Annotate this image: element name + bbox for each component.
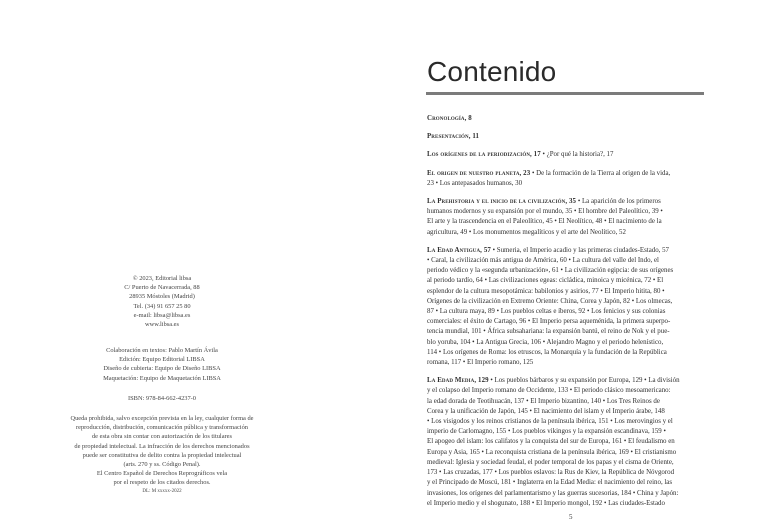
- toc-entry-heading: Cronología, 8: [427, 115, 472, 122]
- toc-entry-text: y el colapso del Imperio romano de Occidente, 133 • El periodo clásico mesoamericano:: [427, 387, 671, 395]
- page-number: 5: [569, 513, 573, 521]
- imprint-line: © 2023, Editorial libsa: [132, 275, 192, 282]
- legal-line: de propiedad intelectual. La infracción de los derechos mencionados: [74, 442, 250, 450]
- imprint-line: e-mail: libsa@libsa.es: [133, 311, 191, 319]
- toc-entry-text: • Los visigodos y los reinos cristianos de la península ibérica, 151 • Los merovingios y el: [427, 418, 673, 426]
- imprint-block: [12, 274, 312, 329]
- toc-entry-text: 173 • Las cruzadas, 177 • Los pueblos eslavos: la Rus de Kiev, la República de Nóvgorod: [427, 469, 675, 477]
- toc-entry-text: imperio de Carlomagno, 155 • Los pueblos vikingos y la expansión escandinava, 159 •: [427, 428, 666, 436]
- toc-entry-text: blo yoruba, 104 • La Antigua Grecia, 106 • Alejandro Magno y el periodo helenístico,: [427, 338, 664, 346]
- legal-line: (arts. 270 y ss. Código Penal).: [123, 461, 201, 469]
- toc-entry-heading: Presentación, 11: [427, 133, 480, 141]
- toc-entry-text: la edad dorada de Teotihuacán, 137 • El Imperio bizantino, 140 • Los Tres Reinos de: [427, 397, 660, 405]
- toc-entry-text: Orígenes de la civilización en Extremo Oriente: China, Corea y Japón, 82 • Los olmecas,: [427, 297, 673, 305]
- toc-entry-text: invasiones, los orígenes del parlamentarismo y las guerras sucesorias, 184 • China y Japón:: [427, 489, 679, 497]
- toc-entry-text: medieval: Iglesia y sociedad feudal, el poder temporal de los papas y el cisma de Oriente,: [427, 458, 674, 466]
- table-of-contents: [427, 114, 707, 509]
- toc-entry-line: [427, 246, 707, 256]
- imprint-line: C/ Puerto de Navacerrada, 88: [124, 284, 200, 292]
- page-title: Contenido: [427, 56, 557, 87]
- legal-notice: [12, 414, 312, 495]
- toc-entry-text: Europa y Asia, 165 • La reconquista cristiana de la península ibérica, 169 • El cristianismo: [427, 448, 677, 456]
- toc-entry-text: al periodo tardío, 64 • Las civilizaciones egeas: cicládica, minoica y micénica, 72 • El: [427, 277, 664, 285]
- toc-entry-text: 87 • La cultura maya, 89 • Los pueblos celtas e íberos, 92 • Los fenicios y sus colonias: [427, 308, 666, 316]
- toc-entry-text: • De la formación de la Tierra al origen de la vida,: [530, 169, 671, 177]
- toc-entry-heading: El origen de nuestro planeta, 23: [427, 169, 531, 177]
- toc-entry: [427, 376, 707, 509]
- toc-entry: [427, 246, 707, 368]
- toc-entry-heading: Los orígenes de la periodización, 17: [427, 151, 541, 159]
- toc-entry-line: [427, 169, 707, 179]
- imprint-line: 28935 Móstoles (Madrid): [129, 293, 195, 301]
- toc-entry-text: y el Principado de Moscú, 181 • Inglaterra en la Edad Media: el nacimiento del reino, las: [427, 479, 673, 487]
- legal-line: por el respeto de los citados derechos.: [113, 479, 211, 487]
- toc-entry: [427, 169, 707, 189]
- legal-deposit: DL: M xxxxx-2022: [142, 488, 182, 494]
- toc-entry-text: 23 • Los antepasados humanos, 30: [427, 179, 523, 187]
- legal-line: de esta obra sin contar con autorización de los titulares: [91, 433, 232, 441]
- toc-entry-text: esplendor de la cultura mesopotámica: babilonios y asirios, 77 • El Imperio hitita, 80 •: [427, 287, 665, 295]
- toc-entry-text: tencia mundial, 101 • África subsahariana: la expansión bantú, el reino de Nok y el pue-: [427, 328, 670, 336]
- credit-line: Maquetación: Equipo de Maquetación LIBSA: [103, 374, 221, 382]
- contents-page: [382, 0, 764, 531]
- toc-entry-text: 114 • Los orígenes de Roma: los etruscos, la Monarquía y la fundación de la República: [427, 348, 667, 356]
- toc-entry: [427, 197, 707, 238]
- credit-line: Colaboración en textos: Pablo Martín Ávila: [106, 347, 218, 354]
- toc-entry-text: periodo védico y la «segunda urbanización», 61 • La civilización egipcia: de sus orígenes: [427, 267, 674, 275]
- toc-entry-text: Corea y la unificación de Japón, 145 • El nacimiento del islam y el Imperio árabe, 148: [427, 407, 665, 415]
- toc-entry-text: humanos modernos y su expansión por el mundo, 35 • El hombre del Paleolítico, 39 •: [427, 208, 663, 216]
- toc-entry-text: • Caral, la civilización más antigua de América, 60 • La cultura del valle del Indo, el: [427, 257, 659, 265]
- toc-entry-text: • Los pueblos bárbaros y su expansión por Europa, 129 • La división: [488, 377, 680, 385]
- legal-line: Queda prohibida, salvo excepción prevista en la ley, cualquier forma de: [70, 415, 254, 422]
- toc-entry-text: • Sumeria, el Imperio acadio y las primeras ciudades-Estado, 57: [490, 246, 669, 254]
- toc-entry-heading: La Edad Media, 129: [427, 377, 489, 385]
- toc-entry-text: El arte y la trascendencia en el Paleolítico, 45 • El Neolítico, 48 • El nacimiento de la: [427, 218, 662, 226]
- credit-line: Diseño de cubierta: Equipo de Diseño LIBSA: [103, 365, 221, 373]
- credit-line: Edición: Equipo Editorial LIBSA: [119, 356, 205, 364]
- toc-entry-text: el Imperio medio y el shogunato, 188 • El Imperio mongol, 192 • Las ciudades-Estado: [427, 499, 665, 507]
- credits-block: [12, 346, 312, 383]
- toc-entry-text: romana, 117 • El Imperio romano, 125: [427, 359, 534, 367]
- toc-entry-line: [427, 376, 707, 386]
- imprint-line: Tel. (34) 91 657 25 80: [133, 302, 191, 310]
- legal-line: reproducción, distribución, comunicación pública y transformación: [76, 424, 248, 432]
- toc-entry: [427, 132, 707, 142]
- toc-entry: [427, 150, 707, 160]
- toc-entry-text: • La aparición de los primeros: [576, 198, 661, 206]
- toc-entry-text: agricultura, 49 • Los monumentos megalíticos y el arte del Neolítico, 52: [427, 228, 626, 236]
- isbn-block: [12, 394, 312, 403]
- toc-entry-line: [427, 197, 707, 207]
- toc-entry-heading: La Prehistoria y el inicio de la civilización, 35: [427, 198, 577, 206]
- toc-entry-text: • ¿Por qué la historia?, 17: [540, 151, 614, 159]
- toc-entry-line: [427, 150, 707, 160]
- title-rule: [426, 92, 704, 95]
- legal-line: puede ser constitutiva de delito contra la propiedad intelectual: [82, 451, 242, 459]
- toc-entry-text: El apogeo del islam: los califatos y la conquista del sur de Europa, 161 • El feudalismo en: [427, 438, 675, 446]
- isbn: ISBN: 978-84-662-4237-0: [128, 395, 196, 402]
- legal-line: El Centro Español de Derechos Reprográficos vela: [96, 470, 228, 478]
- imprint-line: www.libsa.es: [144, 321, 180, 329]
- toc-entry-heading: La Edad Antigua, 57: [427, 246, 491, 254]
- toc-entry-text: comerciales: el éxito de Cartago, 96 • El Imperio persa aqueménida, la primera superpo-: [427, 318, 671, 326]
- toc-entry: [427, 114, 707, 124]
